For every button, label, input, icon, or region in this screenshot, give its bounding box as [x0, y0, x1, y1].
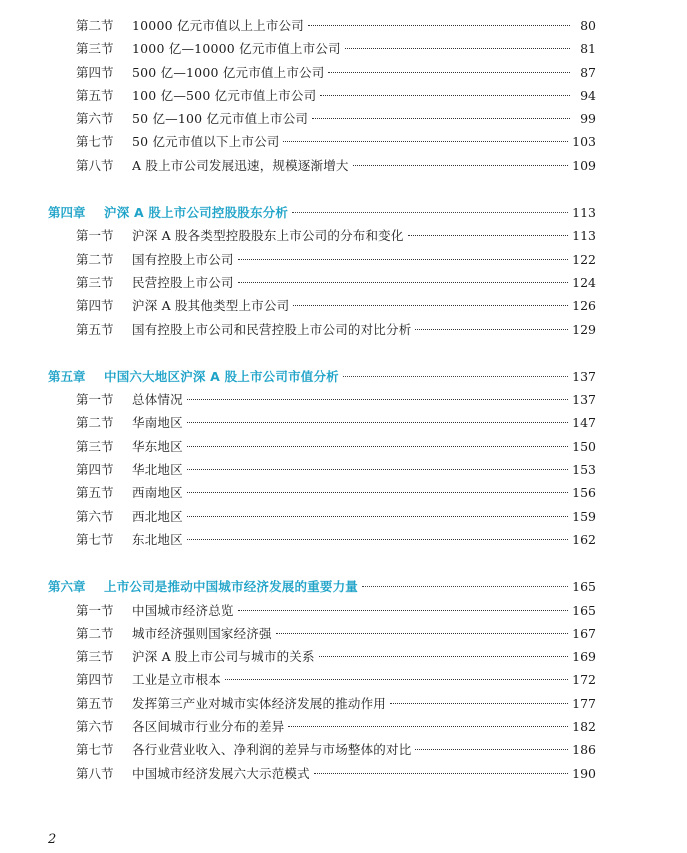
- section-label: 第一节: [76, 602, 114, 618]
- dot-leader: [288, 726, 568, 727]
- chapter-label: 第五章: [48, 368, 86, 384]
- page-number-ref: 150: [572, 438, 596, 454]
- page-number-ref: 94: [580, 87, 596, 103]
- section-label: 第三节: [76, 41, 114, 57]
- section-label: 第二节: [76, 251, 114, 267]
- page-number-ref: 87: [580, 64, 596, 80]
- dot-leader: [187, 422, 568, 423]
- page-number-ref: 159: [572, 508, 596, 524]
- dot-leader: [390, 703, 568, 704]
- page-number-ref: 124: [572, 274, 596, 290]
- section-label: 第四节: [76, 298, 114, 314]
- page-number-ref: 137: [572, 392, 596, 408]
- toc-section-entry[interactable]: [48, 224, 596, 247]
- page-number-ref: 190: [572, 765, 596, 781]
- toc-section-entry[interactable]: [48, 318, 596, 341]
- section-title: 中国城市经济发展六大示范模式: [132, 765, 310, 781]
- chapter-label: 第六章: [48, 579, 86, 595]
- toc-section-entry[interactable]: [48, 505, 596, 528]
- section-label: 第四节: [76, 462, 114, 478]
- toc-section-entry[interactable]: [48, 411, 596, 434]
- toc-section-entry[interactable]: [48, 248, 596, 271]
- section-title: 东北地区: [132, 531, 183, 547]
- section-title: 1000 亿—10000 亿元市值上市公司: [132, 41, 341, 57]
- toc-section-entry[interactable]: [48, 528, 596, 551]
- toc-section-entry[interactable]: [48, 271, 596, 294]
- page-number-ref: 162: [572, 531, 596, 547]
- dot-leader: [408, 235, 569, 236]
- page-number-ref: 113: [572, 205, 596, 221]
- page-number-ref: 165: [572, 602, 596, 618]
- section-title: 发挥第三产业对城市实体经济发展的推动作用: [132, 695, 387, 711]
- page-number-ref: 169: [572, 649, 596, 665]
- toc-section-entry[interactable]: [48, 388, 596, 411]
- section-title: 500 亿—1000 亿元市值上市公司: [132, 64, 325, 80]
- section-title: 各区间城市行业分布的差异: [132, 719, 285, 735]
- toc-chapter-entry[interactable]: [48, 575, 596, 598]
- section-title: 华南地区: [132, 415, 183, 431]
- toc-chapter-entry[interactable]: [48, 365, 596, 388]
- toc-section-entry[interactable]: [48, 130, 596, 153]
- page-number-ref: 81: [580, 41, 596, 57]
- section-title: 国有控股上市公司和民营控股上市公司的对比分析: [132, 321, 412, 337]
- section-title: 城市经济强则国家经济强: [132, 625, 272, 641]
- dot-leader: [187, 399, 568, 400]
- section-title: 民营控股上市公司: [132, 274, 234, 290]
- section-title: 50 亿元市值以下上市公司: [132, 134, 280, 150]
- dot-leader: [353, 165, 569, 166]
- section-title: 中国城市经济总览: [132, 602, 234, 618]
- page-number-ref: 186: [572, 742, 596, 758]
- dot-leader: [187, 446, 568, 447]
- section-label: 第四节: [76, 64, 114, 80]
- dot-leader: [187, 492, 568, 493]
- section-label: 第二节: [76, 625, 114, 641]
- toc-section-entry[interactable]: [48, 435, 596, 458]
- chapter-label: 第四章: [48, 205, 86, 221]
- section-title: 沪深 A 股其他类型上市公司: [132, 298, 290, 314]
- section-label: 第三节: [76, 649, 114, 665]
- section-label: 第二节: [76, 18, 114, 33]
- section-label: 第八节: [76, 157, 114, 173]
- section-label: 第五节: [76, 321, 114, 337]
- page-number-ref: 80: [580, 18, 596, 33]
- toc-section-entry[interactable]: [48, 599, 596, 622]
- toc-section-entry[interactable]: [48, 84, 596, 107]
- section-label: 第六节: [76, 508, 114, 524]
- page-number-ref: 177: [572, 695, 596, 711]
- section-title: 100 亿—500 亿元市值上市公司: [132, 87, 317, 103]
- toc-group: [48, 201, 596, 341]
- section-title: 国有控股上市公司: [132, 251, 234, 267]
- section-title: 总体情况: [132, 392, 183, 408]
- toc-group: [48, 14, 596, 177]
- page-number-ref: 126: [572, 298, 596, 314]
- toc-section-entry[interactable]: [48, 762, 596, 785]
- section-label: 第五节: [76, 695, 114, 711]
- dot-leader: [187, 516, 568, 517]
- toc-section-entry[interactable]: [48, 61, 596, 84]
- section-title: 50 亿—100 亿元市值上市公司: [132, 111, 309, 127]
- dot-leader: [225, 679, 568, 680]
- page-number-ref: 156: [572, 485, 596, 501]
- dot-leader: [276, 633, 568, 634]
- toc-section-entry[interactable]: [48, 738, 596, 761]
- toc-section-entry[interactable]: [48, 481, 596, 504]
- section-label: 第三节: [76, 438, 114, 454]
- section-title: 西南地区: [132, 485, 183, 501]
- dot-leader: [187, 469, 568, 470]
- dot-leader: [293, 305, 568, 306]
- table-of-contents: [48, 14, 596, 785]
- section-title: 沪深 A 股上市公司与城市的关系: [132, 649, 315, 665]
- dot-leader: [314, 773, 568, 774]
- chapter-title: 沪深 A 股上市公司控股股东分析: [104, 205, 289, 221]
- toc-section-entry[interactable]: [48, 622, 596, 645]
- dot-leader: [328, 72, 570, 73]
- section-title: 工业是立市根本: [132, 672, 221, 688]
- chapter-title: 中国六大地区沪深 A 股上市公司市值分析: [104, 368, 339, 384]
- section-label: 第七节: [76, 742, 114, 758]
- dot-leader: [238, 610, 569, 611]
- toc-section-entry[interactable]: [48, 154, 596, 177]
- page-number-ref: 113: [572, 228, 596, 244]
- page-number-ref: 167: [572, 625, 596, 641]
- page-number-ref: 165: [572, 579, 596, 595]
- page-number-ref: 182: [572, 719, 596, 735]
- section-title: A 股上市公司发展迅速，规模逐渐增大: [132, 157, 349, 173]
- dot-leader: [187, 539, 568, 540]
- toc-section-entry[interactable]: [48, 645, 596, 668]
- section-title: 西北地区: [132, 508, 183, 524]
- page-number-ref: 129: [572, 321, 596, 337]
- page-number-ref: 122: [572, 251, 596, 267]
- toc-section-entry[interactable]: [48, 715, 596, 738]
- chapter-title: 上市公司是推动中国城市经济发展的重要力量: [104, 579, 359, 595]
- toc-section-entry[interactable]: [48, 14, 596, 37]
- toc-group: [48, 365, 596, 551]
- section-label: 第六节: [76, 719, 114, 735]
- section-title: 10000 亿元市值以上上市公司: [132, 18, 304, 33]
- dot-leader: [345, 48, 570, 49]
- toc-section-entry[interactable]: [48, 458, 596, 481]
- page-number-ref: 147: [572, 415, 596, 431]
- page-number: 2: [48, 832, 57, 847]
- dot-leader: [292, 212, 568, 213]
- toc-section-entry[interactable]: [48, 37, 596, 60]
- dot-leader: [238, 259, 569, 260]
- dot-leader: [415, 329, 568, 330]
- section-label: 第七节: [76, 531, 114, 547]
- section-label: 第一节: [76, 392, 114, 408]
- dot-leader: [415, 749, 568, 750]
- page-number-ref: 99: [580, 111, 596, 127]
- section-label: 第五节: [76, 87, 114, 103]
- dot-leader: [362, 586, 568, 587]
- dot-leader: [343, 376, 568, 377]
- dot-leader: [238, 282, 569, 283]
- toc-section-entry[interactable]: [48, 668, 596, 691]
- dot-leader: [308, 25, 570, 26]
- section-title: 华北地区: [132, 462, 183, 478]
- page-number-ref: 109: [572, 157, 596, 173]
- toc-section-entry[interactable]: [48, 294, 596, 317]
- page-number-ref: 103: [572, 134, 596, 150]
- dot-leader: [320, 95, 570, 96]
- section-label: 第二节: [76, 415, 114, 431]
- dot-leader: [283, 141, 568, 142]
- section-title: 沪深 A 股各类型控股股东上市公司的分布和变化: [132, 228, 404, 244]
- section-label: 第八节: [76, 765, 114, 781]
- page-number-ref: 137: [572, 368, 596, 384]
- section-title: 各行业营业收入、净利润的差异与市场整体的对比: [132, 742, 412, 758]
- section-label: 第五节: [76, 485, 114, 501]
- toc-section-entry[interactable]: [48, 107, 596, 130]
- toc-group: [48, 575, 596, 785]
- section-label: 第三节: [76, 274, 114, 290]
- section-label: 第七节: [76, 134, 114, 150]
- section-label: 第六节: [76, 111, 114, 127]
- dot-leader: [319, 656, 568, 657]
- page-number-ref: 153: [572, 462, 596, 478]
- toc-chapter-entry[interactable]: [48, 201, 596, 224]
- section-label: 第四节: [76, 672, 114, 688]
- page-number-ref: 172: [572, 672, 596, 688]
- section-title: 华东地区: [132, 438, 183, 454]
- dot-leader: [312, 118, 570, 119]
- section-label: 第一节: [76, 228, 114, 244]
- toc-section-entry[interactable]: [48, 692, 596, 715]
